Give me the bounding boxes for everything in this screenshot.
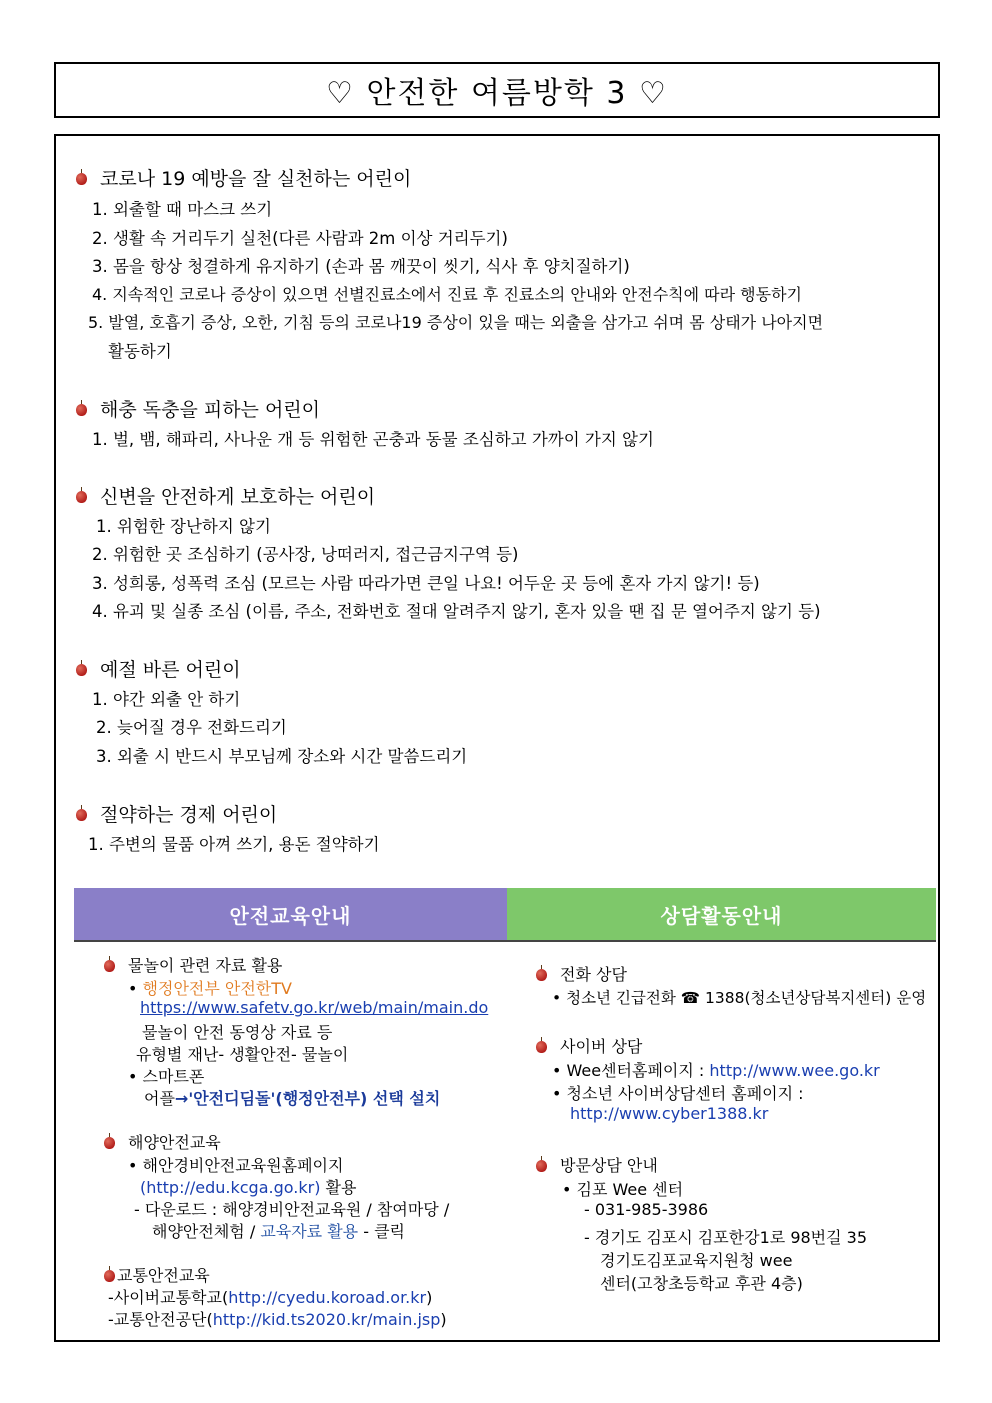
bullet-icon: •	[128, 979, 138, 998]
list-item: 4. 유괴 및 실종 조심 (이름, 주소, 전화번호 절대 알려주지 않기, 혼자 있을 땐 집 문 열어주지 않기 등)	[92, 602, 821, 621]
item-label: 청소년 긴급전화 ☎ 1388(청소년상담복지센터) 운영	[566, 989, 927, 1007]
apple-bullet-icon	[76, 404, 87, 416]
safetv-link[interactable]: https://www.safetv.go.kr/web/main/main.do	[140, 998, 489, 1017]
list-item	[552, 986, 926, 1008]
list-item: 1. 주변의 물품 아껴 쓰기, 용돈 절약하기	[88, 835, 380, 854]
list-item: 4. 지속적인 코로나 증상이 있으면 선별진료소에서 진료 후 진료소의 안내와 안전수칙에 따라 행동하기	[92, 285, 802, 304]
list-item: - 다운로드 : 해양경비안전교육원 / 참여마당 /	[134, 1200, 450, 1219]
item-label: 김포 Wee 센터	[576, 1180, 684, 1199]
apple-bullet-icon	[76, 809, 87, 821]
apple-bullet-icon	[104, 960, 115, 972]
item-label: -교통안전공단(	[108, 1310, 213, 1329]
section-title: 예절 바른 어린이	[100, 659, 241, 681]
bullet-icon: •	[128, 1067, 138, 1086]
item-label: - 클릭	[358, 1222, 405, 1241]
list-item: 경기도김포교육지원청 wee	[600, 1251, 793, 1270]
traffic-section	[104, 1263, 210, 1286]
app-name: →'안전디딤돌'(행정안전부) 선택 설치	[174, 1089, 441, 1108]
list-item: 2. 늦어질 경우 전화드리기	[96, 718, 287, 737]
item-label: -사이버교통학교(	[108, 1288, 229, 1307]
section-title: 방문상담 안내	[560, 1156, 658, 1175]
list-item	[552, 1081, 804, 1104]
list-item: 1. 벌, 뱀, 해파리, 사나운 개 등 위험한 곤충과 동물 조심하고 가까이 가지 않기	[92, 430, 654, 449]
list-item: 물놀이 안전 동영상 자료 등	[142, 1023, 333, 1042]
divider	[74, 940, 936, 942]
list-item: 1. 위험한 장난하지 않기	[96, 517, 271, 536]
safetv-label: 행정안전부 안전한TV	[142, 979, 292, 998]
section-title: 해충 독충을 피하는 어린이	[100, 399, 321, 421]
section-title: 신변을 안전하게 보호하는 어린이	[100, 486, 376, 508]
list-item: 유형별 재난- 생활안전- 물놀이	[136, 1045, 349, 1064]
marine-link[interactable]: (http://edu.kcga.go.kr)	[140, 1178, 321, 1197]
bullet-icon: •	[128, 1156, 138, 1175]
kid-ts-link[interactable]: http://kid.ts2020.kr/main.jsp	[212, 1310, 441, 1329]
list-item	[552, 1058, 880, 1081]
section-title: 사이버 상담	[560, 1037, 643, 1056]
safety-education-banner: 안전교육안내	[74, 888, 507, 940]
item-label: 청소년 사이버상담센터 홈페이지 :	[566, 1084, 804, 1103]
list-item: 1. 야간 외출 안 하기	[92, 690, 241, 709]
list-item	[128, 1153, 343, 1176]
item-label: 해양안전체험 /	[152, 1222, 261, 1241]
section-economy	[76, 800, 277, 827]
cyedu-link[interactable]: http://cyedu.koroad.or.kr	[228, 1288, 427, 1307]
cyber-section	[536, 1034, 642, 1057]
edu-material-link[interactable]: 교육자료 활용	[260, 1222, 359, 1241]
bullet-icon: •	[552, 989, 562, 1007]
list-item	[562, 1177, 683, 1200]
section-title: 물놀이 관련 자료 활용	[128, 956, 283, 975]
list-item	[152, 1219, 405, 1242]
list-item: 활동하기	[108, 342, 172, 361]
counseling-banner: 상담활동안내	[507, 888, 936, 940]
list-item: 센터(고창초등학교 후관 4층)	[600, 1274, 803, 1293]
list-item	[140, 1175, 356, 1198]
list-item: 5. 발열, 호흡기 증상, 오한, 기침 등의 코로나19 증상이 있을 때는 외출을 삼가고 쉬며 몸 상태가 나아지면	[88, 313, 824, 332]
list-item	[128, 976, 292, 999]
bullet-icon: •	[552, 1061, 562, 1080]
section-insects	[76, 395, 320, 422]
apple-bullet-icon	[104, 1270, 115, 1282]
item-label: )	[426, 1288, 433, 1307]
apple-bullet-icon	[76, 491, 87, 503]
list-item	[108, 1285, 432, 1308]
item-label: )	[440, 1310, 447, 1329]
list-item: 3. 외출 시 반드시 부모님께 장소와 시간 말씀드리기	[96, 747, 468, 766]
page-title: ♡ 안전한 여름방학 3 ♡	[54, 62, 940, 118]
cyber1388-link[interactable]: http://www.cyber1388.kr	[570, 1104, 769, 1123]
apple-bullet-icon	[536, 969, 547, 981]
list-item: 3. 성희롱, 성폭력 조심 (모르는 사람 따라가면 큰일 나요! 어두운 곳 등에 혼자 가지 않기! 등)	[92, 574, 760, 593]
bullet-icon: •	[562, 1180, 572, 1199]
list-item: - 031-985-3986	[584, 1200, 709, 1219]
item-label: 해안경비안전교육원홈페이지	[142, 1156, 344, 1175]
list-item: 2. 생활 속 거리두기 실천(다른 사람과 2m 이상 거리두기)	[92, 229, 508, 248]
list-item: - 경기도 김포시 김포한강1로 98번길 35	[584, 1228, 868, 1247]
section-title: 절약하는 경제 어린이	[100, 804, 278, 826]
item-label: Wee센터홈페이지 :	[566, 1061, 710, 1080]
section-title: 교통안전교육	[117, 1266, 210, 1285]
water-section	[104, 953, 282, 976]
section-title: 전화 상담	[560, 965, 627, 984]
section-safety	[76, 482, 375, 509]
phone-section	[536, 962, 627, 985]
apple-bullet-icon	[104, 1137, 115, 1149]
visit-section	[536, 1153, 658, 1176]
list-item	[144, 1086, 440, 1109]
marine-section	[104, 1130, 221, 1153]
apple-bullet-icon	[536, 1160, 547, 1172]
apple-bullet-icon	[76, 173, 87, 185]
list-item: 1. 외출할 때 마스크 쓰기	[92, 200, 273, 219]
list-item: 2. 위험한 곳 조심하기 (공사장, 낭떠러지, 접근금지구역 등)	[92, 545, 519, 564]
section-manners	[76, 655, 241, 682]
list-item	[128, 1064, 204, 1087]
wee-link[interactable]: http://www.wee.go.kr	[709, 1061, 880, 1080]
item-label: 활용	[325, 1178, 357, 1197]
bullet-icon: •	[552, 1084, 562, 1103]
item-label: 스마트폰	[142, 1067, 205, 1086]
section-covid	[76, 164, 411, 191]
section-title: 해양안전교육	[128, 1133, 221, 1152]
section-title: 코로나 19 예방을 잘 실천하는 어린이	[100, 168, 412, 190]
list-item: 3. 몸을 항상 청결하게 유지하기 (손과 몸 깨끗이 씻기, 식사 후 양치질하기)	[92, 257, 630, 276]
item-label: 어플	[144, 1089, 175, 1108]
apple-bullet-icon	[76, 664, 87, 676]
apple-bullet-icon	[536, 1041, 547, 1053]
list-item	[108, 1307, 447, 1330]
